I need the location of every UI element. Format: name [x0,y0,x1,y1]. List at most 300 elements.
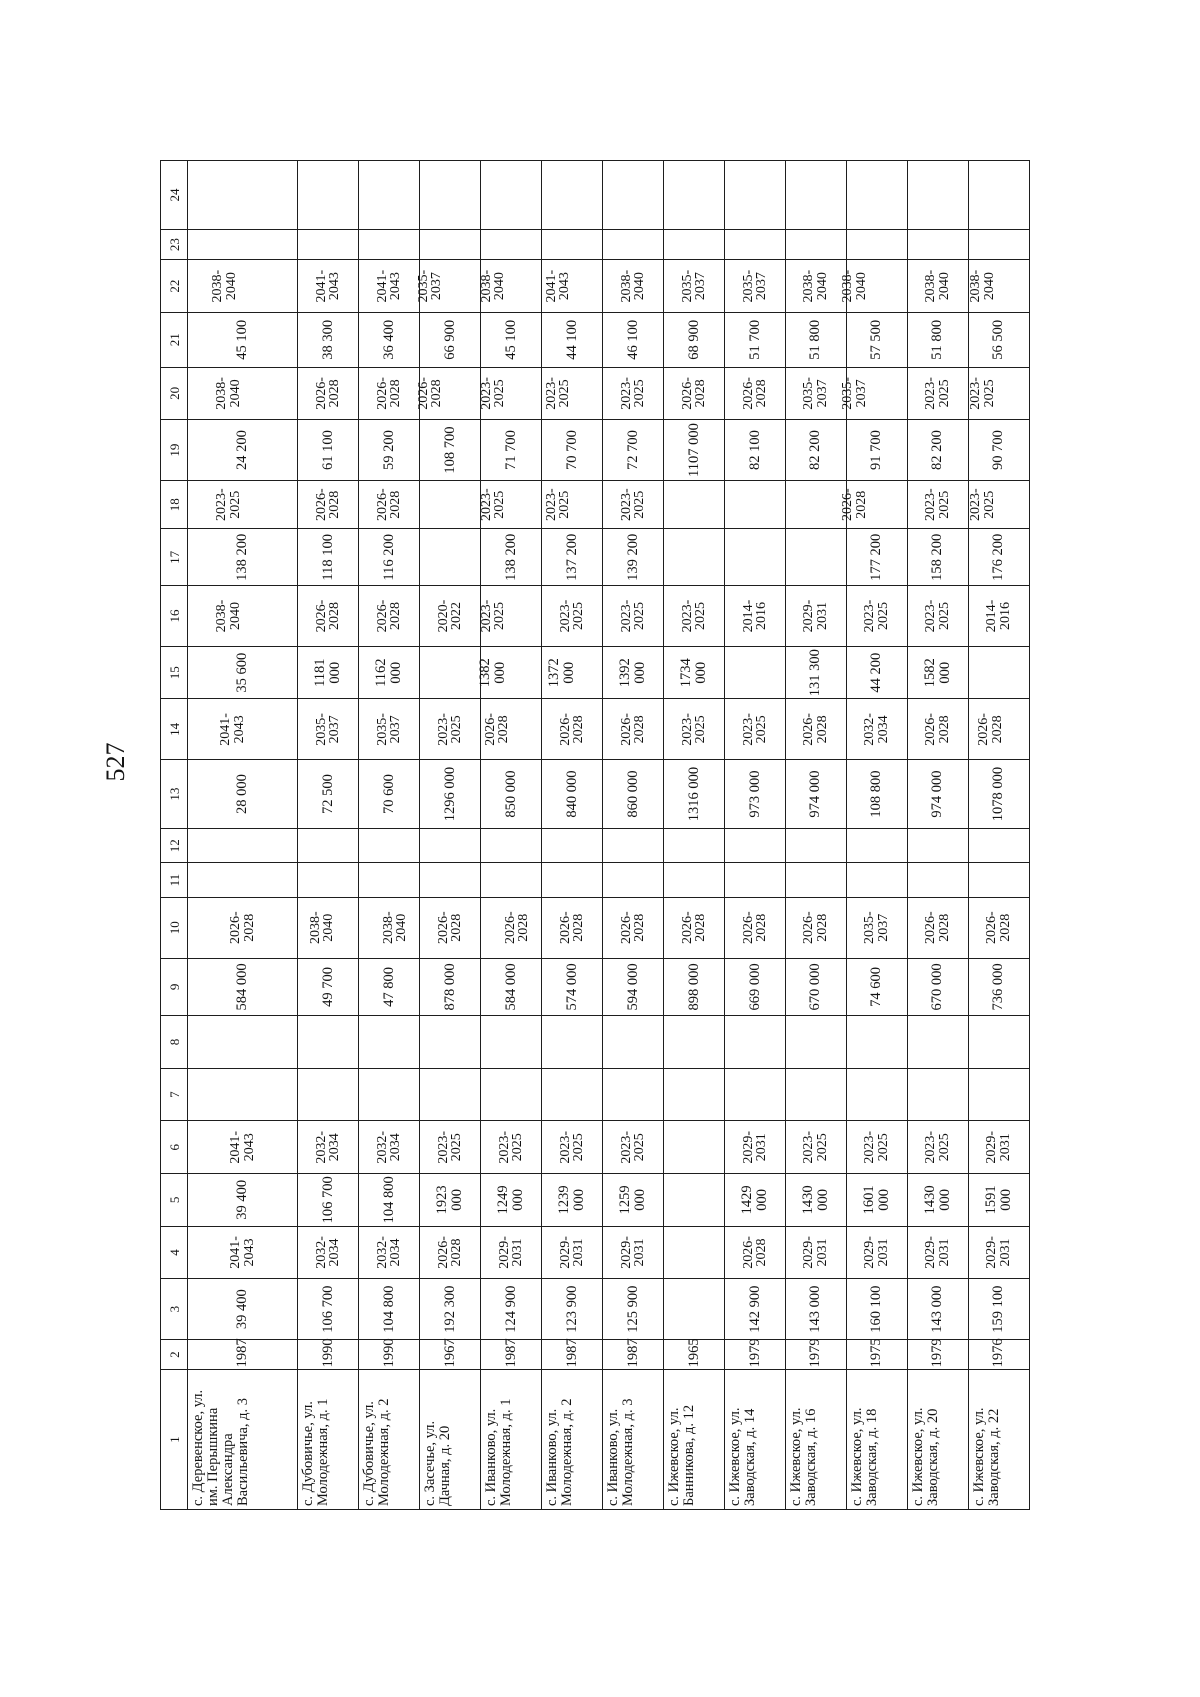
cell-text: 2023-2025 [801,1130,830,1164]
cell-text: 82 100 [746,430,763,470]
cell-text: 2023-2025 [478,377,508,410]
period-cell [664,586,725,647]
cell-text: 2023-2025 [740,713,770,746]
period-cell [968,586,1029,647]
value-cell [603,420,664,481]
cell-text: 2038-2040 [214,599,243,633]
period-cell [420,699,481,760]
cell-text: 70 600 [380,774,397,815]
value-cell [542,312,603,367]
value-cell [359,1016,420,1069]
period-cell [481,1121,542,1174]
period-cell [664,897,725,958]
period-cell [542,586,603,647]
cell-text: 1976 [990,1338,1007,1368]
value-cell [481,958,542,1016]
cell-text: 2026-2028 [740,1236,770,1269]
value-cell [664,420,725,481]
cell-text: 2023-2025 [557,1130,587,1164]
cell-text: 1582 000 [921,658,953,688]
value-cell [968,420,1029,481]
value-cell [542,1279,603,1340]
period-cell [968,897,1029,958]
period-cell [907,480,968,529]
value-cell [188,863,298,897]
table-row [907,161,968,1510]
cell-text: 878 000 [441,963,458,1011]
period-cell [359,1226,420,1279]
value-cell [359,829,420,863]
period-cell [298,480,359,529]
cell-text: 1181 000 [312,658,344,687]
value-cell [420,1174,481,1227]
period-cell [907,260,968,313]
value-cell [907,312,968,367]
cell-text: 2023-2025 [968,377,997,410]
value-cell [968,1016,1029,1069]
value-cell [725,1339,786,1369]
value-cell [359,420,420,481]
address-cell [542,1370,603,1510]
value-cell [188,312,298,367]
page-number: 527 [101,742,130,782]
cell-text: 70 700 [563,430,580,470]
value-cell [420,1016,481,1069]
cell-text: 2029-2031 [801,599,830,633]
value-cell [188,161,298,230]
value-cell [188,1174,298,1227]
period-cell [725,260,786,313]
value-cell [603,1016,664,1069]
value-cell [907,1339,968,1369]
cell-text: 2026-2028 [435,1236,465,1269]
cell-text: 2026-2028 [415,377,445,410]
value-cell [603,229,664,259]
period-cell [786,897,847,958]
cell-text: 2026-2028 [984,911,1013,945]
value-cell [420,760,481,829]
cell-text: 2029-2031 [984,1236,1013,1269]
cell-text: 1979 [929,1338,946,1368]
rotated-table-container [160,160,1030,1510]
column-number-9: 9 [161,958,188,1016]
cell-text: 2038-2040 [923,269,952,303]
period-cell [481,897,542,958]
value-cell [725,1279,786,1340]
cell-text: 2038-2040 [478,269,508,303]
period-cell [481,699,542,760]
cell-text: 2023-2025 [618,1130,648,1164]
cell-text: 1967 [441,1338,458,1368]
cell-text: 2029-2031 [801,1236,830,1269]
period-cell [415,367,481,420]
cell-text: 1430 000 [799,1185,831,1215]
value-cell [481,760,542,829]
value-cell [481,1174,542,1227]
cell-text: 1429 000 [739,1185,771,1215]
period-cell [725,699,786,760]
column-number-19: 19 [161,420,188,481]
period-cell [603,367,664,420]
value-cell [359,1174,420,1227]
value-cell [968,829,1029,863]
period-cell [603,260,664,313]
value-cell [846,529,907,586]
cell-text: 44 100 [563,319,580,360]
value-cell [907,420,968,481]
value-cell [968,161,1029,230]
cell-text: 51 700 [746,319,763,360]
value-cell [968,229,1029,259]
value-cell [542,829,603,863]
period-cell [725,586,786,647]
period-cell [542,699,603,760]
value-cell [359,1279,420,1340]
value-cell [786,829,847,863]
cell-text: 1979 [746,1338,763,1368]
value-cell [846,420,907,481]
period-cell [968,367,1029,420]
cell-text: 2023-2025 [679,713,709,746]
cell-text: 192 300 [441,1285,458,1333]
value-cell [481,420,542,481]
cell-text: 1601 000 [860,1185,892,1215]
value-cell [968,529,1029,586]
address-cell [298,1370,359,1510]
cell-text: 57 500 [868,319,885,360]
period-cell [188,1226,298,1279]
value-cell [542,1174,603,1227]
value-cell [359,1339,420,1369]
column-number-20: 20 [161,367,188,420]
value-cell [420,1339,481,1369]
period-cell [968,699,1029,760]
cell-text: 2035-2037 [740,269,770,303]
period-cell [542,1226,603,1279]
data-table [160,160,1030,1510]
value-cell [420,1068,481,1121]
cell-text: 2026-2028 [801,911,830,945]
column-number-14: 14 [161,699,188,760]
cell-text: 2026-2028 [313,377,343,410]
cell-text: 2026-2028 [435,911,465,945]
cell-text: 51 800 [929,319,946,360]
period-cell [359,367,420,420]
value-cell [846,863,907,897]
value-cell [481,1068,542,1121]
address-cell [664,1370,725,1510]
period-cell [478,480,542,529]
value-cell [298,829,359,863]
value-cell [907,1016,968,1069]
value-cell [542,229,603,259]
value-cell [664,1279,725,1340]
period-cell [786,1121,847,1174]
value-cell [481,1016,542,1069]
table-row [603,161,664,1510]
column-number-3: 3 [161,1279,188,1340]
cell-text: 45 100 [234,319,251,360]
value-cell [188,1068,298,1121]
value-cell [846,1068,907,1121]
period-cell [298,260,359,313]
period-cell [298,699,359,760]
cell-text: 118 100 [319,534,336,581]
cell-text: 106 700 [319,1176,336,1224]
value-cell [786,529,847,586]
period-cell [420,586,481,647]
cell-text: 2026-2028 [374,488,404,522]
cell-text: 35 600 [234,652,251,693]
period-cell [359,480,420,529]
period-cell [542,480,603,529]
value-cell [188,646,298,699]
value-cell [298,312,359,367]
column-number-22: 22 [161,260,188,313]
value-cell [542,863,603,897]
cell-text: 670 000 [929,963,946,1011]
value-cell [420,646,481,699]
cell-text: 2026-2028 [374,599,404,633]
value-cell [298,760,359,829]
value-cell [542,161,603,230]
cell-text: 2029-2031 [496,1236,526,1269]
cell-text: 1316 000 [685,766,702,822]
cell-text: с. Иванково, ул. Молодежная, д. 3 [605,1398,637,1506]
cell-text: 108 800 [868,770,885,818]
value-cell [725,958,786,1016]
cell-text: 2035-2037 [679,269,709,303]
cell-text: 2026-2028 [618,911,648,945]
address-cell [188,1370,298,1510]
value-cell [664,958,725,1016]
value-cell [725,829,786,863]
cell-text: 2023-2025 [214,488,243,522]
value-cell [846,161,907,230]
cell-text: 2023-2025 [923,377,952,410]
cell-text: с. Ижевское, ул. Банникова, д. 12 [666,1404,698,1506]
value-cell [664,863,725,897]
value-cell [298,1279,359,1340]
value-cell [188,1016,298,1069]
value-cell [188,829,298,863]
cell-text: 131 300 [807,649,824,697]
period-cell [603,699,664,760]
cell-text: 2023-2025 [679,599,709,633]
value-cell [298,1068,359,1121]
column-number-16: 16 [161,586,188,647]
cell-text: 82 200 [929,430,946,470]
cell-text: 47 800 [380,966,397,1007]
cell-text: 2038-2040 [968,269,997,303]
cell-text: 1975 [868,1338,885,1368]
value-cell [420,1279,481,1340]
value-cell [542,1016,603,1069]
value-cell [664,529,725,586]
value-cell [786,420,847,481]
cell-text: 2014-2016 [984,599,1013,633]
cell-text: 2041-2043 [543,269,573,303]
cell-text: 2026-2028 [313,488,343,522]
cell-text: 1239 000 [556,1185,588,1215]
period-cell [907,699,968,760]
table-row [664,161,725,1510]
value-cell [420,161,481,230]
value-cell [664,1174,725,1227]
value-cell [603,760,664,829]
cell-text: 1162 000 [373,658,405,687]
cell-text: 2023-2025 [543,377,573,410]
value-cell [725,229,786,259]
cell-text: 2020-2022 [435,599,465,633]
value-cell [725,1068,786,1121]
cell-text: 2029-2031 [862,1236,891,1269]
table-row [846,161,907,1510]
cell-text: 90 700 [990,430,1007,470]
value-cell [420,863,481,897]
cell-text: 2041-2043 [313,269,343,303]
cell-text: с. Дубовичье, ул. Молодежная, д. 1 [300,1398,332,1506]
period-cell [664,260,725,313]
value-cell [359,760,420,829]
period-cell [298,586,359,647]
period-cell [420,897,481,958]
cell-text: 68 900 [685,319,702,360]
cell-text: 138 200 [502,533,519,581]
period-cell [840,260,907,313]
cell-text: 898 000 [685,963,702,1011]
cell-text: 669 000 [746,963,763,1011]
cell-text: 123 900 [563,1285,580,1333]
column-number-15: 15 [161,646,188,699]
value-cell [359,161,420,230]
value-cell [907,1279,968,1340]
cell-text: 1965 [685,1338,702,1368]
period-cell [725,897,786,958]
cell-text: 2026-2028 [679,377,709,410]
value-cell [725,760,786,829]
cell-text: 177 200 [868,533,885,581]
value-cell [542,646,603,699]
cell-text: 66 900 [441,319,458,360]
value-cell [907,829,968,863]
cell-text: 2038-2040 [618,269,648,303]
value-cell [907,529,968,586]
address-cell [846,1370,907,1510]
value-cell [907,863,968,897]
cell-text: 2023-2025 [478,599,508,633]
value-cell [542,420,603,481]
value-cell [907,958,968,1016]
period-cell [725,1121,786,1174]
value-cell [664,1016,725,1069]
value-cell [481,1339,542,1369]
cell-text: 45 100 [502,319,519,360]
period-cell [725,1226,786,1279]
cell-text: 2026-2028 [618,713,648,746]
cell-text: 2023-2025 [478,488,508,522]
period-cell [359,260,420,313]
period-cell [968,1121,1029,1174]
value-cell [907,161,968,230]
value-cell [298,529,359,586]
cell-text: 2029-2031 [557,1236,587,1269]
cell-text: 584 000 [502,963,519,1011]
period-cell [359,699,420,760]
value-cell [664,312,725,367]
value-cell [907,229,968,259]
value-cell [603,958,664,1016]
cell-text: 143 000 [807,1285,824,1333]
period-cell [846,1121,907,1174]
period-cell [420,480,481,529]
column-number-18: 18 [161,480,188,529]
cell-text: 49 700 [319,966,336,1007]
column-number-11: 11 [161,863,188,897]
cell-text: 2029-2031 [740,1130,770,1164]
value-cell [420,229,481,259]
cell-text: 1734 000 [678,658,710,688]
value-cell [603,863,664,897]
cell-text: 2038-2040 [214,377,243,410]
period-cell [907,586,968,647]
period-cell [664,699,725,760]
value-cell [786,1174,847,1227]
value-cell [907,1174,968,1227]
column-number-5: 5 [161,1174,188,1227]
value-cell [481,312,542,367]
value-cell [725,646,786,699]
cell-text: 1372 000 [546,658,578,688]
value-cell [846,646,907,699]
cell-text: 2026-2028 [557,713,587,746]
value-cell [481,863,542,897]
cell-text: 2023-2025 [543,488,573,522]
address-cell [420,1370,481,1510]
value-cell [542,1068,603,1121]
cell-text: 39 400 [234,1289,251,1330]
value-cell [603,646,664,699]
table-row [725,161,786,1510]
cell-text: 2023-2025 [862,599,891,633]
value-cell [359,529,420,586]
cell-text: 104 800 [380,1285,397,1333]
cell-text: 2035-2037 [313,713,343,746]
cell-text: с. Ижевское, ул. Заводская, д. 14 [727,1407,759,1506]
value-cell [725,1016,786,1069]
cell-text: 74 600 [868,966,885,1007]
period-cell [786,1226,847,1279]
value-cell [846,1016,907,1069]
cell-text: 860 000 [624,770,641,818]
cell-text: 2035-2037 [374,713,404,746]
cell-text: 2026-2028 [740,911,770,945]
period-cell [907,1121,968,1174]
period-cell [188,260,298,313]
cell-text: 38 300 [319,319,336,360]
cell-text: 2035-2037 [415,269,445,303]
cell-text: 2032-2034 [862,713,891,746]
period-cell [188,699,298,760]
cell-text: 736 000 [990,963,1007,1011]
cell-text: 1430 000 [921,1185,953,1215]
cell-text: 2035-2037 [840,377,869,410]
cell-text: 1987 [502,1338,519,1368]
value-cell [786,229,847,259]
table-row [420,161,481,1510]
table-row [298,161,359,1510]
period-cell [478,367,542,420]
